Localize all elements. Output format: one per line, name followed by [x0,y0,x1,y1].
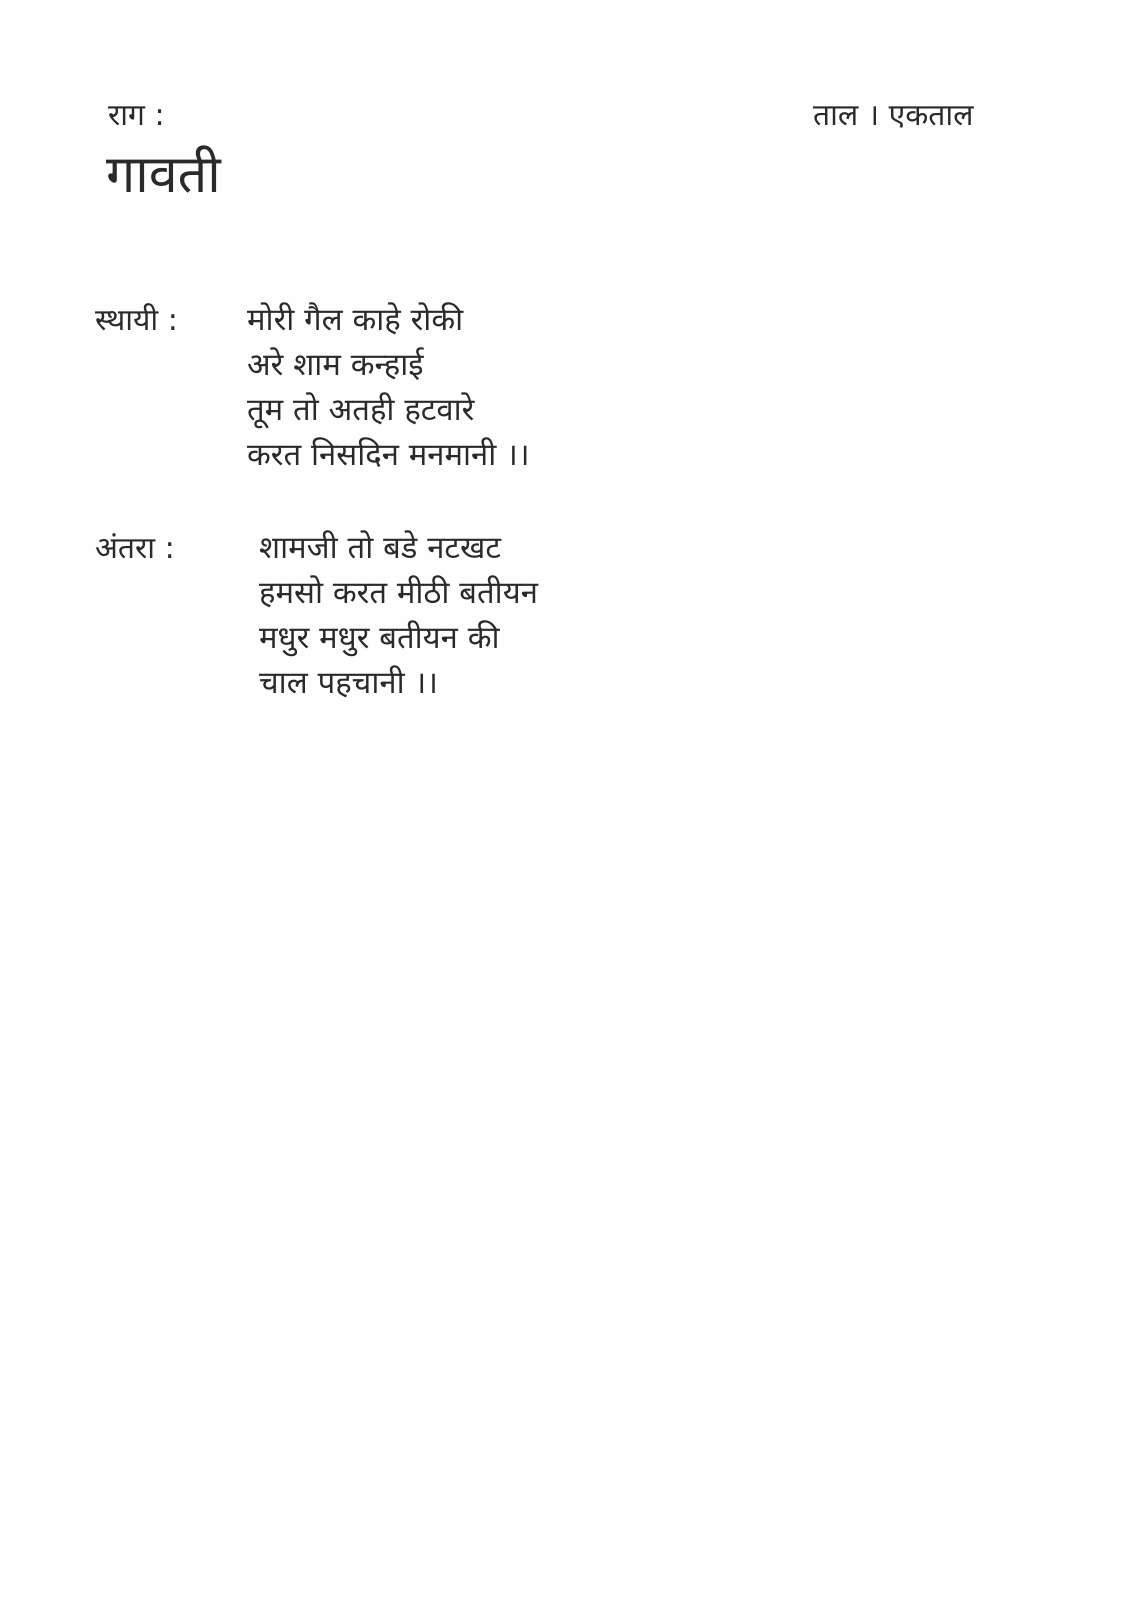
antara-label: अंतरा : [95,531,175,566]
lyric-line: मोरी गैल काहे रोकी [247,302,464,338]
raag-label: राग : [108,98,165,133]
lyric-line: मधुर मधुर बतीयन की [259,620,500,656]
lyric-line: चाल पहचानी ।। [259,665,438,701]
sthayi-lyrics [247,298,530,478]
raag-name: गावती [106,145,221,205]
lyric-line: हमसो करत मीठी बतीयन [259,575,538,611]
sthayi-label: स्थायी : [95,303,178,338]
antara-lyrics [259,526,538,706]
lyric-line: अरे शाम कन्हाई [247,347,424,383]
lyric-line: करत निसदिन मनमानी ।। [247,437,530,473]
lyric-line: शामजी तो बडे नटखट [259,530,502,566]
lyric-line: तूम तो अतही हटवारे [247,392,475,428]
taal-label: ताल । एकताल [813,98,974,133]
